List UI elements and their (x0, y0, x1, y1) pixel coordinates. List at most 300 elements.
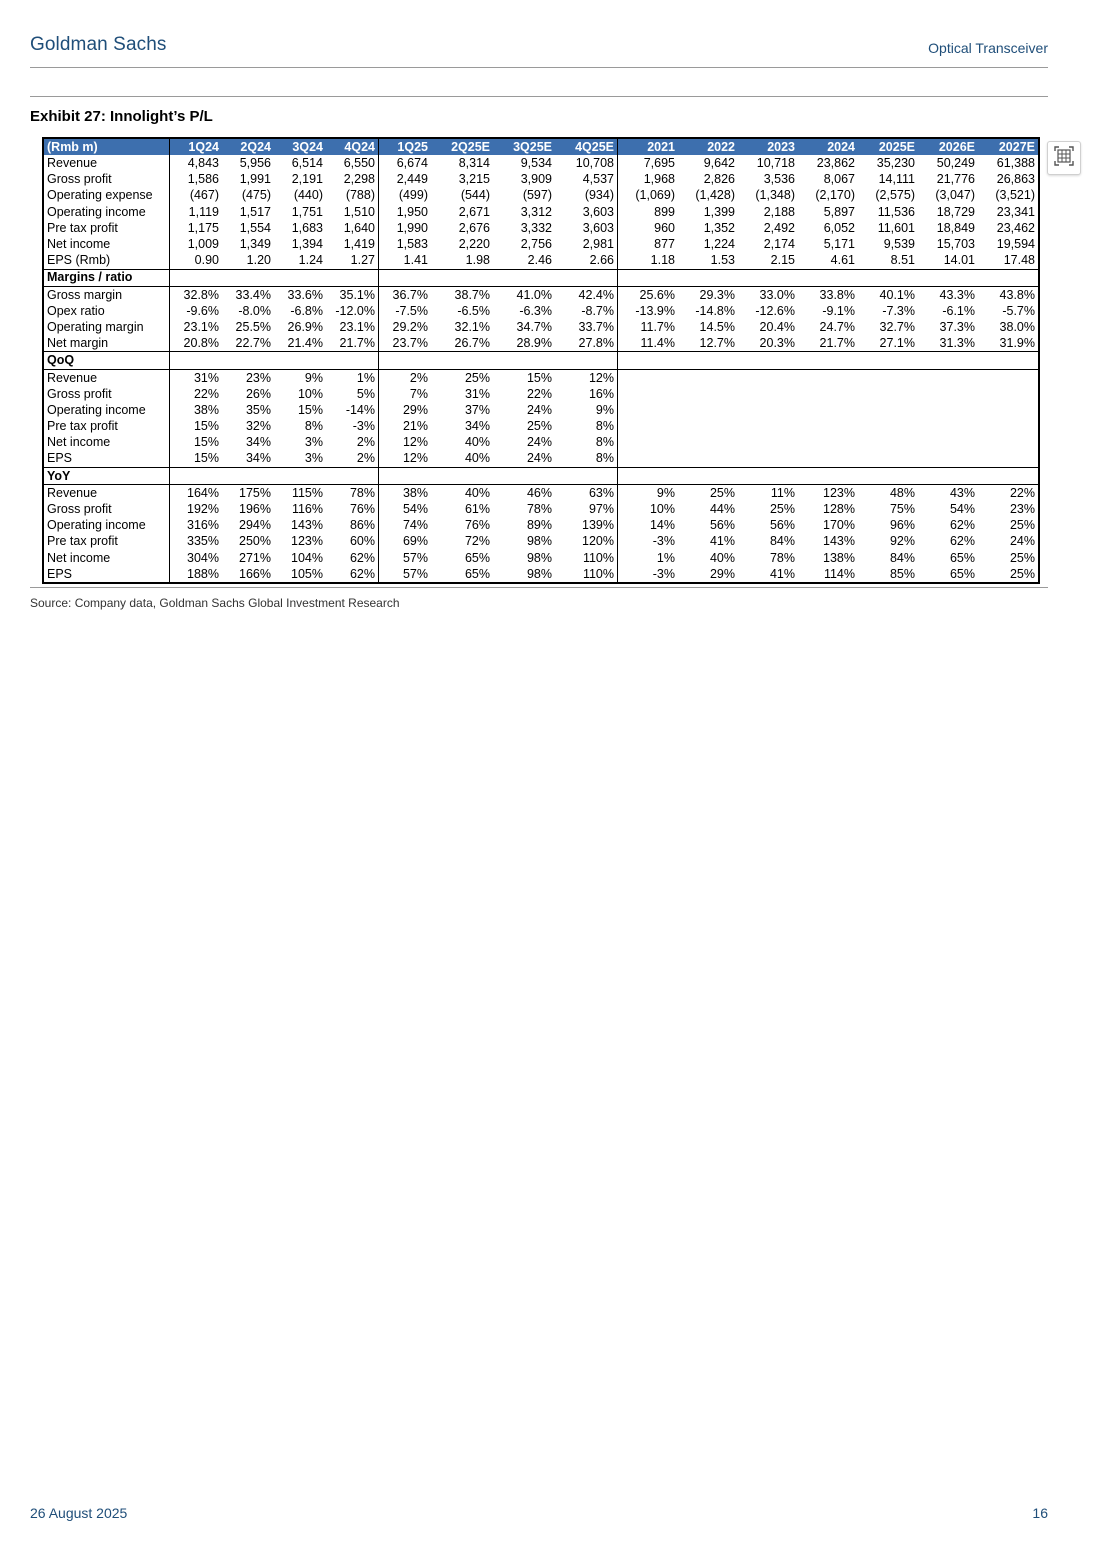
table-cell: 36.7% (392, 287, 428, 302)
table-cell: 23% (978, 501, 1039, 517)
row-label: Pre tax profit (43, 418, 170, 434)
table-cell: 24% (526, 402, 552, 417)
table-row (43, 303, 1039, 319)
table-cell: 9% (304, 370, 323, 385)
table-cell: 2,826 (703, 172, 735, 187)
table-cell: 3,909 (520, 172, 552, 187)
table-cell: 1,419 (326, 236, 379, 252)
table-cell: 98% (493, 566, 555, 583)
table-cell (678, 369, 738, 386)
table-cell: -12.0% (326, 303, 379, 319)
table-cell (738, 352, 798, 369)
table-cell: 44% (709, 502, 735, 517)
table-cell (858, 467, 918, 484)
table-cell: 2,298 (326, 171, 379, 187)
table-cell: 40% (709, 550, 735, 565)
table-cell (978, 402, 1039, 418)
table-cell: 43% (949, 485, 975, 500)
table-cell: (1,428) (695, 188, 735, 203)
table-cell (858, 269, 918, 286)
table-cell: 20.3% (759, 336, 795, 351)
column-header: 2021 (618, 138, 679, 155)
row-label: Operating income (43, 402, 170, 418)
table-cell: 26% (245, 386, 271, 401)
table-cell (858, 386, 918, 402)
table-cell: -8.0% (238, 303, 271, 318)
table-cell (618, 386, 679, 402)
table-cell (678, 434, 738, 450)
column-header: 1Q25 (379, 138, 432, 155)
row-label: Pre tax profit (43, 220, 170, 236)
section-header-row (43, 269, 1039, 286)
table-cell: 170% (823, 518, 855, 533)
table-cell (858, 369, 918, 386)
table-cell: 29.3% (699, 287, 735, 302)
table-cell: 38.7% (454, 287, 490, 302)
table-cell (678, 352, 738, 369)
table-cell (222, 269, 274, 286)
table-cell: 60% (326, 534, 379, 550)
table-row (43, 501, 1039, 517)
table-cell: 18,729 (936, 204, 975, 219)
table-cell: 1.53 (710, 253, 735, 268)
table-cell: (475) (241, 188, 271, 203)
table-row (43, 319, 1039, 335)
table-cell: 20.4% (759, 319, 795, 334)
table-cell: 5% (326, 386, 379, 402)
table-cell (978, 369, 1039, 386)
table-cell: 2% (409, 370, 428, 385)
table-cell: 85% (858, 566, 918, 583)
document-topic: Optical Transceiver (928, 40, 1048, 56)
table-cell (618, 269, 679, 286)
table-cell (326, 352, 379, 369)
table-cell: 10,708 (555, 155, 618, 171)
table-cell: (3,521) (978, 188, 1039, 204)
table-cell: 22% (526, 386, 552, 401)
table-cell: -3% (618, 566, 679, 583)
table-cell: 25% (709, 485, 735, 500)
table-cell: (544) (460, 188, 490, 203)
table-cell (678, 467, 738, 484)
table-cell: 15% (193, 451, 219, 466)
table-cell: 1,399 (703, 204, 735, 219)
table-cell: 33.6% (287, 287, 323, 302)
table-cell: 3,603 (555, 220, 618, 236)
table-cell: 35.1% (326, 286, 379, 303)
table-cell: 65% (918, 566, 978, 583)
table-cell: 1,990 (396, 220, 428, 235)
table-cell: 9,534 (520, 156, 552, 171)
table-cell: 8% (304, 419, 323, 434)
table-cell (493, 467, 555, 484)
table-cell (738, 386, 798, 402)
table-cell: 0.90 (194, 253, 219, 268)
table-cell: 97% (555, 501, 618, 517)
table-cell: 57% (379, 566, 432, 583)
table-cell: 63% (555, 484, 618, 501)
table-cell: 104% (291, 550, 323, 565)
table-cell: 98% (526, 534, 552, 549)
column-header: 2026E (918, 138, 978, 155)
table-cell (379, 269, 432, 286)
table-cell: 43.8% (978, 286, 1039, 303)
table-cell: 20.8% (183, 336, 219, 351)
table-cell: 89% (526, 518, 552, 533)
table-cell (738, 369, 798, 386)
table-cell: (1,069) (635, 188, 675, 203)
row-label: Revenue (43, 369, 170, 386)
table-cell: 29.2% (392, 319, 428, 334)
table-row (43, 517, 1039, 533)
table-cell: 5,956 (239, 156, 271, 171)
row-label: Operating margin (43, 319, 170, 335)
table-cell: 1,968 (643, 172, 675, 187)
table-cell: 2,174 (763, 237, 795, 252)
table-cell (618, 369, 679, 386)
table-cell: 25% (464, 370, 490, 385)
table-cell: 23,462 (978, 220, 1039, 236)
table-cell: -12.6% (755, 303, 795, 318)
column-header: 4Q24 (326, 138, 379, 155)
table-cell (555, 269, 618, 286)
section-label: Margins / ratio (43, 269, 170, 286)
table-cell: 128% (823, 502, 855, 517)
table-cell: 3,603 (555, 204, 618, 220)
table-cell: 143% (291, 518, 323, 533)
table-cell: (499) (398, 188, 428, 203)
table-cell: 25% (769, 502, 795, 517)
table-cell: -3% (326, 418, 379, 434)
table-cell (918, 352, 978, 369)
table-cell (798, 418, 858, 434)
table-cell: 24% (526, 435, 552, 450)
row-label: EPS (43, 451, 170, 468)
section-header-row (43, 467, 1039, 484)
table-cell: (788) (326, 188, 379, 204)
table-cell (618, 402, 679, 418)
table-cell: (3,047) (935, 188, 975, 203)
table-cell: 1,991 (239, 172, 271, 187)
table-cell: 139% (555, 517, 618, 533)
table-cell: 41.0% (516, 287, 552, 302)
table-cell: 8.51 (890, 253, 915, 268)
table-cell (618, 434, 679, 450)
table-cell: 1,352 (703, 220, 735, 235)
table-cell (978, 352, 1039, 369)
table-cell: 304% (187, 550, 219, 565)
table-cell (379, 352, 432, 369)
table-cell: 34% (245, 451, 271, 466)
table-cell: 25% (978, 550, 1039, 566)
row-label: Revenue (43, 484, 170, 501)
table-cell: 192% (187, 502, 219, 517)
table-cell: 31.9% (978, 335, 1039, 352)
table-cell: 21.7% (819, 336, 855, 351)
table-cell (170, 269, 223, 286)
export-table-button[interactable] (1047, 141, 1081, 175)
table-cell (678, 386, 738, 402)
table-cell: 11,536 (877, 204, 915, 219)
table-cell: -13.9% (635, 303, 675, 318)
table-cell: 1.18 (650, 253, 675, 268)
table-cell (493, 352, 555, 369)
column-header: 2Q25E (431, 138, 493, 155)
table-cell: 65% (464, 550, 490, 565)
table-cell: 22% (193, 386, 219, 401)
table-row (43, 204, 1039, 220)
table-cell: 6,052 (823, 220, 855, 235)
table-cell (379, 467, 432, 484)
row-label: Operating income (43, 517, 170, 533)
table-cell: 3,332 (520, 220, 552, 235)
table-cell (918, 434, 978, 450)
row-label: Pre tax profit (43, 534, 170, 550)
table-cell: 15% (297, 402, 323, 417)
table-cell: 2% (326, 451, 379, 468)
table-cell: 23.7% (392, 336, 428, 351)
table-cell: 54% (402, 502, 428, 517)
table-cell (555, 467, 618, 484)
table-cell: 116% (291, 502, 323, 517)
table-cell: 19,594 (978, 236, 1039, 252)
table-cell: (597) (522, 188, 552, 203)
table-cell (170, 467, 223, 484)
table-cell: 123% (823, 485, 855, 500)
table-cell: 105% (274, 566, 326, 583)
table-cell (618, 451, 679, 468)
row-label: Operating income (43, 204, 170, 220)
table-row (43, 534, 1039, 550)
section-header-row (43, 352, 1039, 369)
table-cell: 4,843 (187, 156, 219, 171)
table-cell: 250% (239, 534, 271, 549)
table-cell (738, 269, 798, 286)
table-cell (978, 386, 1039, 402)
table-cell: 294% (239, 518, 271, 533)
table-cell (858, 352, 918, 369)
table-cell: 26,863 (978, 171, 1039, 187)
table-cell: 1.20 (246, 253, 271, 268)
table-cell: 3,215 (458, 172, 490, 187)
table-cell: 65% (949, 550, 975, 565)
table-cell: -6.3% (519, 303, 552, 318)
table-cell: -14% (326, 402, 379, 418)
table-cell: 31.3% (939, 336, 975, 351)
table-cell: 1,349 (239, 237, 271, 252)
table-cell (798, 451, 858, 468)
table-cell: 1,510 (326, 204, 379, 220)
table-cell: 25% (978, 517, 1039, 533)
table-cell: 14.5% (699, 319, 735, 334)
table-cell: 3% (304, 435, 323, 450)
table-cell: 6,550 (326, 155, 379, 171)
table-cell: 2,676 (458, 220, 490, 235)
table-cell: 877 (654, 237, 675, 252)
table-cell: 1,640 (326, 220, 379, 236)
table-cell: 25% (978, 566, 1039, 583)
table-cell (618, 467, 679, 484)
table-cell: 7,695 (643, 156, 675, 171)
table-cell (326, 467, 379, 484)
table-cell: 1,394 (291, 237, 323, 252)
table-cell (798, 467, 858, 484)
row-label: Gross margin (43, 286, 170, 303)
column-header: 2Q24 (222, 138, 274, 155)
table-cell: -6.5% (457, 303, 490, 318)
table-cell: -9.1% (822, 303, 855, 318)
table-cell: 34% (464, 419, 490, 434)
table-cell: 196% (239, 502, 271, 517)
table-cell (978, 418, 1039, 434)
table-cell: (440) (293, 188, 323, 203)
table-cell: 25% (526, 419, 552, 434)
table-cell: 41% (738, 566, 798, 583)
table-cell: 143% (823, 534, 855, 549)
table-cell: 4.61 (830, 253, 855, 268)
column-header: 2022 (678, 138, 738, 155)
page-number: 16 (1032, 1505, 1048, 1521)
table-cell: 12% (402, 435, 428, 450)
table-cell: 32.7% (879, 319, 915, 334)
pl-table (42, 137, 1040, 584)
row-label: Opex ratio (43, 303, 170, 319)
table-cell: 92% (889, 534, 915, 549)
table-cell (798, 269, 858, 286)
table-cell: 3,312 (520, 204, 552, 219)
table-cell: 40% (464, 435, 490, 450)
table-cell: 21,776 (936, 172, 975, 187)
table-cell: 1% (656, 550, 675, 565)
table-cell (978, 451, 1039, 468)
table-cell (274, 352, 326, 369)
table-cell: 34.7% (516, 319, 552, 334)
table-row (43, 236, 1039, 252)
table-cell: 960 (654, 220, 675, 235)
table-cell: 2% (326, 434, 379, 450)
table-cell: 42.4% (555, 286, 618, 303)
table-cell (798, 352, 858, 369)
table-cell: 15% (526, 370, 552, 385)
table-cell: 1.41 (403, 253, 428, 268)
table-cell (918, 418, 978, 434)
table-cell: 37.3% (939, 319, 975, 334)
table-cell: 1,517 (239, 204, 271, 219)
table-cell: 21% (402, 419, 428, 434)
header-divider (30, 67, 1048, 68)
row-label: Net income (43, 550, 170, 566)
exhibit-title: Exhibit 27: Innolight’s P/L (30, 108, 213, 125)
exhibit-top-divider (30, 96, 1048, 97)
table-cell: 22.7% (235, 336, 271, 351)
table-cell: (934) (555, 188, 618, 204)
table-cell: 335% (187, 534, 219, 549)
table-cell (858, 451, 918, 468)
table-cell: 17.48 (978, 252, 1039, 269)
table-cell: 123% (291, 534, 323, 549)
table-cell (858, 434, 918, 450)
table-cell: 11% (770, 485, 795, 500)
table-cell: 76% (326, 501, 379, 517)
section-label: QoQ (43, 352, 170, 369)
table-cell: 9% (555, 402, 618, 418)
table-cell (738, 418, 798, 434)
table-cell: 5,171 (823, 237, 855, 252)
table-cell (978, 269, 1039, 286)
table-cell (738, 434, 798, 450)
table-cell (493, 269, 555, 286)
table-cell: 29% (678, 566, 738, 583)
table-row (43, 286, 1039, 303)
table-cell (858, 402, 918, 418)
table-cell: 12% (402, 451, 428, 466)
table-cell: 8% (555, 434, 618, 450)
table-cell (678, 402, 738, 418)
table-cell (222, 467, 274, 484)
table-cell: 110% (555, 550, 618, 566)
table-export-icon (1053, 145, 1075, 172)
table-cell: -7.5% (395, 303, 428, 318)
table-cell: 2,220 (458, 237, 490, 252)
table-cell: 23,341 (978, 204, 1039, 220)
table-cell: 57% (402, 550, 428, 565)
pl-table-container (42, 137, 1040, 584)
table-row (43, 220, 1039, 236)
table-cell: 25.5% (235, 319, 271, 334)
table-cell: 26.9% (287, 319, 323, 334)
table-cell: 7% (409, 386, 428, 401)
table-cell: 15% (193, 419, 219, 434)
table-cell: 62% (326, 550, 379, 566)
table-cell (738, 402, 798, 418)
table-row (43, 171, 1039, 187)
table-cell: 29% (402, 402, 428, 417)
table-cell: 1,175 (187, 220, 219, 235)
table-cell: 62% (949, 518, 975, 533)
table-cell: 15,703 (936, 237, 975, 252)
table-cell: 69% (402, 534, 428, 549)
table-cell: 35,230 (876, 156, 915, 171)
table-cell: 86% (326, 517, 379, 533)
table-cell: 34% (245, 435, 271, 450)
table-cell: 2,191 (291, 172, 323, 187)
table-cell: 12.7% (699, 336, 735, 351)
table-cell: 56% (709, 518, 735, 533)
table-row (43, 252, 1039, 269)
table-cell (798, 386, 858, 402)
footer-date: 26 August 2025 (30, 1505, 128, 1521)
table-cell: 2,449 (396, 172, 428, 187)
table-cell (918, 386, 978, 402)
table-cell: 78% (326, 484, 379, 501)
table-cell (978, 434, 1039, 450)
row-label: Gross profit (43, 171, 170, 187)
table-cell: 23.1% (326, 319, 379, 335)
table-cell: 8% (555, 451, 618, 468)
table-row (43, 451, 1039, 468)
table-cell: 2.15 (770, 253, 795, 268)
table-cell: 2,756 (520, 237, 552, 252)
row-label: Net income (43, 434, 170, 450)
table-cell: -14.8% (695, 303, 735, 318)
table-cell: 12% (555, 369, 618, 386)
table-cell: 1,554 (239, 220, 271, 235)
table-cell: 54% (949, 502, 975, 517)
table-cell: -7.3% (882, 303, 915, 318)
table-cell (274, 269, 326, 286)
table-cell: 115% (291, 485, 323, 500)
table-cell: 24% (978, 534, 1039, 550)
